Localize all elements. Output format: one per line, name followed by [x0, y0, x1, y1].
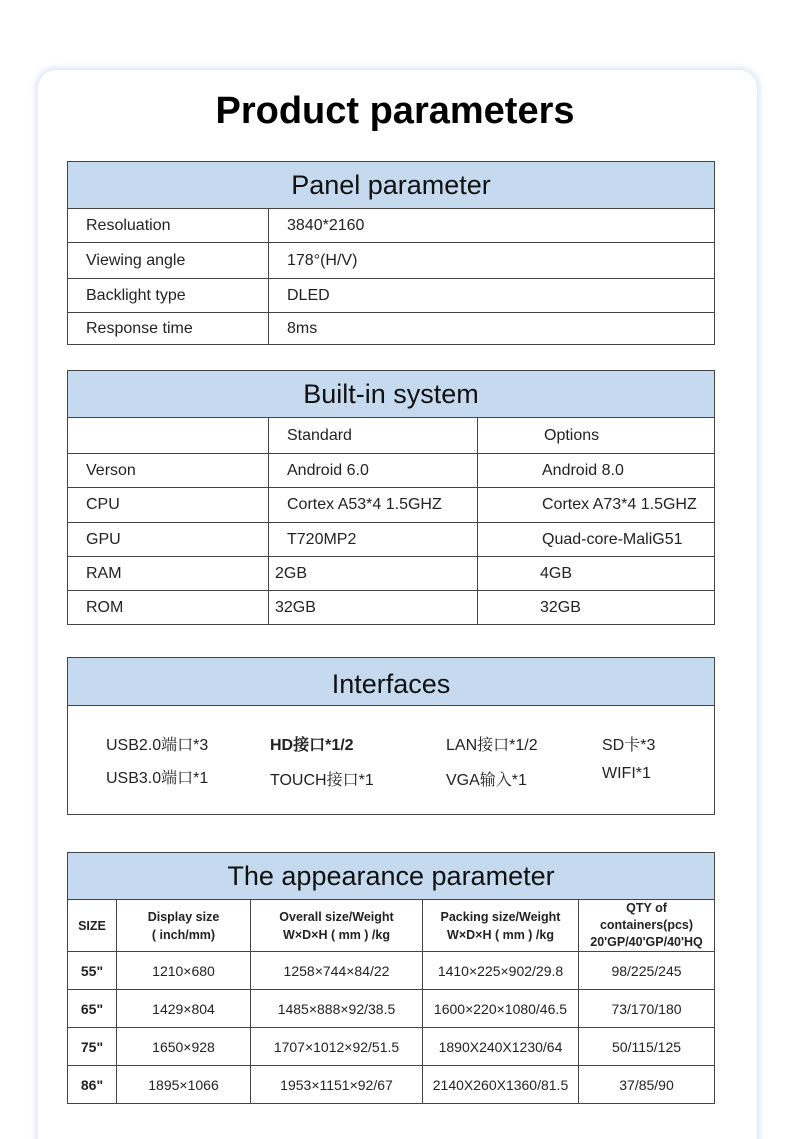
cell: ROM — [68, 591, 269, 625]
cell: 37/85/90 — [579, 1066, 715, 1104]
header-cell: SIZE — [68, 900, 117, 952]
cell: 4GB — [478, 557, 715, 591]
cell: 73/170/180 — [579, 990, 715, 1028]
header-cell: Display size ( inch/mm) — [117, 900, 251, 952]
cell: 1600×220×1080/46.5 — [423, 990, 579, 1028]
label: Resoluation — [68, 209, 269, 243]
size-cell: 55" — [68, 952, 117, 990]
table-row — [68, 1028, 715, 1066]
interface-item: USB3.0端口*1 — [106, 770, 209, 787]
cell: 1650×928 — [117, 1028, 251, 1066]
cell: 1895×1066 — [117, 1066, 251, 1104]
size-cell: 75" — [68, 1028, 117, 1066]
appearance-heading: The appearance parameter — [68, 853, 715, 900]
size-cell: 65" — [68, 990, 117, 1028]
table-row — [68, 488, 715, 523]
cell: 50/115/125 — [579, 1028, 715, 1066]
cell: Quad-core-MaliG51 — [478, 523, 715, 557]
table-row — [68, 990, 715, 1028]
cell: 1485×888×92/38.5 — [251, 990, 423, 1028]
cell: 1429×804 — [117, 990, 251, 1028]
table-row — [68, 243, 715, 279]
built-in-system-table — [67, 370, 715, 625]
header-cell: Packing size/Weight W×D×H ( mm ) /kg — [423, 900, 579, 952]
cell: CPU — [68, 488, 269, 523]
label: Viewing angle — [68, 243, 269, 279]
cell: 1707×1012×92/51.5 — [251, 1028, 423, 1066]
cell: Android 6.0 — [269, 454, 478, 488]
value: 3840*2160 — [269, 209, 715, 243]
table-row — [68, 1066, 715, 1104]
header-cell — [68, 418, 269, 454]
cell: 1890X240X1230/64 — [423, 1028, 579, 1066]
appearance-parameter-table — [67, 852, 715, 1104]
interfaces-section — [67, 657, 715, 815]
cell: T720MP2 — [269, 523, 478, 557]
cell: 1410×225×902/29.8 — [423, 952, 579, 990]
cell: 1258×744×84/22 — [251, 952, 423, 990]
label: Backlight type — [68, 279, 269, 313]
interface-item: VGA输入*1 — [446, 772, 527, 789]
cell: 32GB — [269, 591, 478, 625]
table-row — [68, 557, 715, 591]
cell: Android 8.0 — [478, 454, 715, 488]
interface-item: LAN接口*1/2 — [446, 737, 538, 754]
cell: 1953×1151×92/67 — [251, 1066, 423, 1104]
table-row — [68, 952, 715, 990]
label: Response time — [68, 313, 269, 345]
cell: 98/225/245 — [579, 952, 715, 990]
value: DLED — [269, 279, 715, 313]
table-row — [68, 279, 715, 313]
table-row — [68, 591, 715, 625]
header-row — [68, 418, 715, 454]
interface-item: WIFI*1 — [602, 765, 651, 782]
table-row — [68, 523, 715, 557]
cell: Verson — [68, 454, 269, 488]
cell: 2GB — [269, 557, 478, 591]
cell: Cortex A73*4 1.5GHZ — [478, 488, 715, 523]
header-cell: QTY of containers(pcs) 20'GP/40'GP/40'HQ — [579, 900, 715, 952]
table-row — [68, 313, 715, 345]
table-row — [68, 209, 715, 243]
cell: 2140X260X1360/81.5 — [423, 1066, 579, 1104]
cell: RAM — [68, 557, 269, 591]
panel-parameter-table — [67, 161, 715, 345]
cell: 1210×680 — [117, 952, 251, 990]
cell: GPU — [68, 523, 269, 557]
interface-item: HD接口*1/2 — [270, 737, 354, 754]
panel-heading: Panel parameter — [68, 162, 715, 209]
interface-item: USB2.0端口*3 — [106, 737, 209, 754]
header-cell: Standard — [269, 418, 478, 454]
value: 178°(H/V) — [269, 243, 715, 279]
cell: Cortex A53*4 1.5GHZ — [269, 488, 478, 523]
interface-item: TOUCH接口*1 — [270, 772, 374, 789]
interface-item: SD卡*3 — [602, 737, 656, 754]
system-heading: Built-in system — [68, 371, 715, 418]
table-row — [68, 454, 715, 488]
header-row — [68, 900, 715, 952]
header-cell: Overall size/Weight W×D×H ( mm ) /kg — [251, 900, 423, 952]
cell: 32GB — [478, 591, 715, 625]
interfaces-heading: Interfaces — [68, 658, 714, 706]
size-cell: 86" — [68, 1066, 117, 1104]
header-cell: Options — [478, 418, 715, 454]
value: 8ms — [269, 313, 715, 345]
page-title: Product parameters — [215, 90, 575, 132]
